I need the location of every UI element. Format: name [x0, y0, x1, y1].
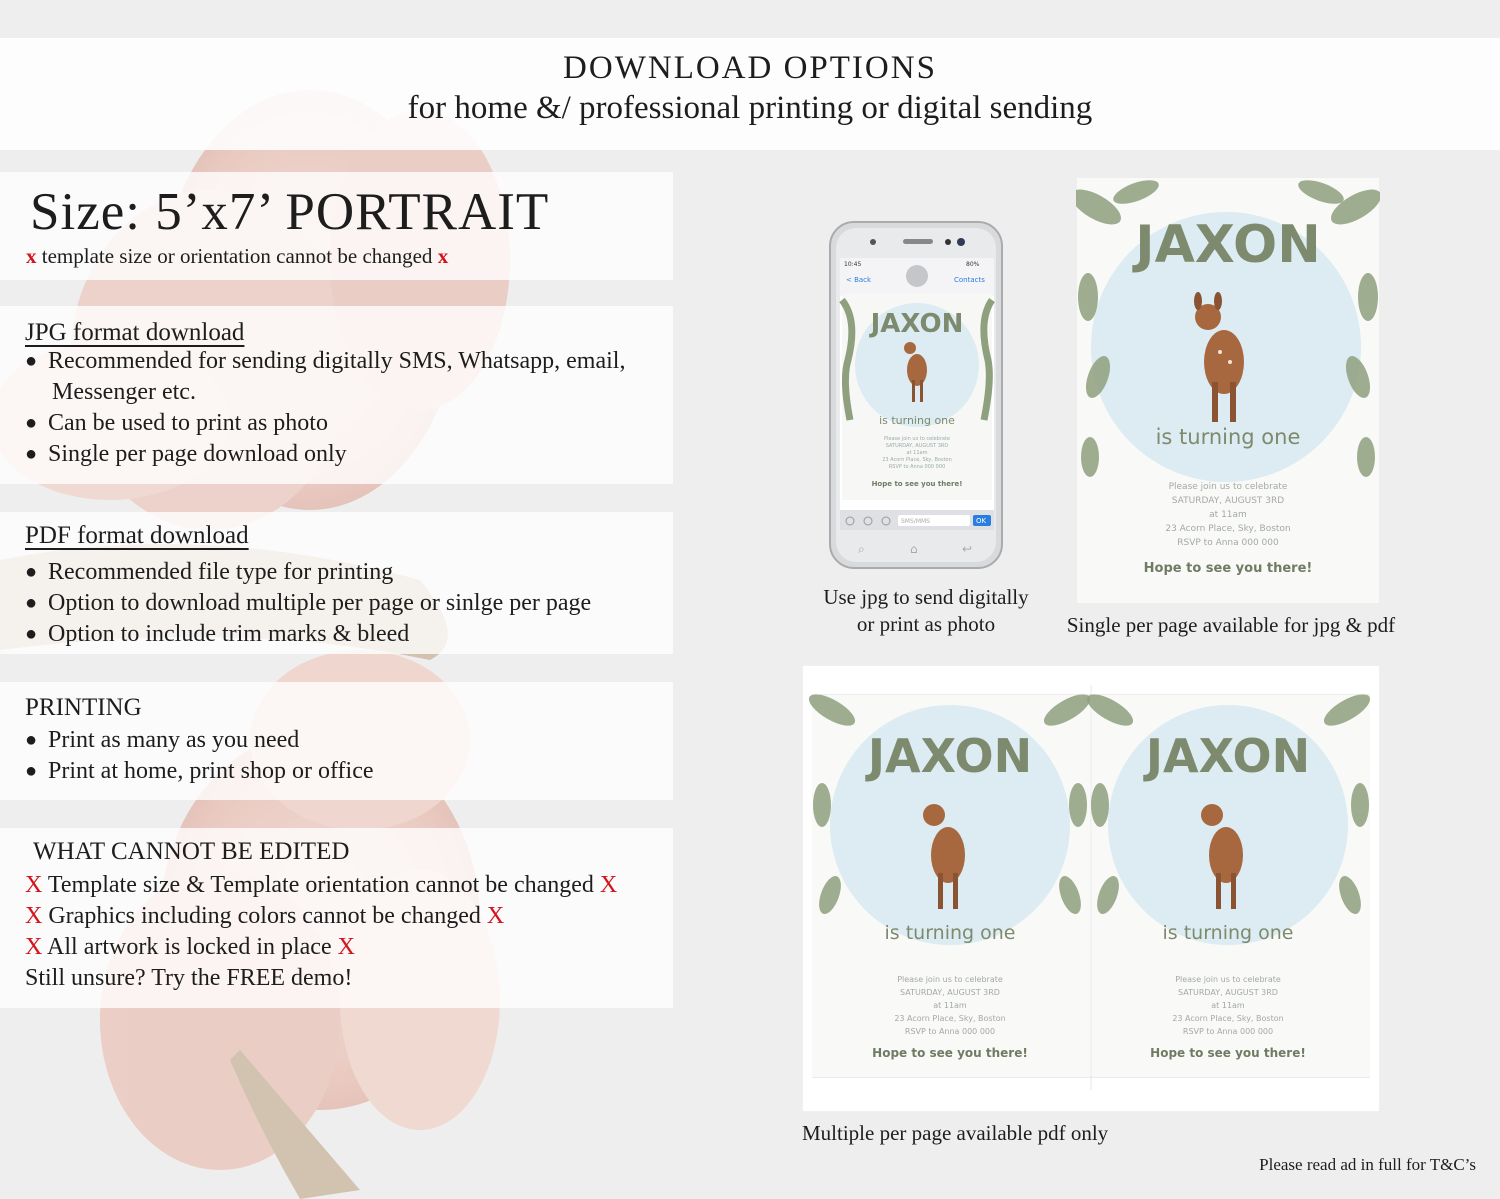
list-item: ● Can be used to print as photo	[25, 408, 625, 439]
single-card-preview	[1076, 177, 1380, 604]
svg-text:at 11am: at 11am	[933, 1001, 967, 1010]
list-item: ● Recommended file type for printing	[25, 557, 591, 588]
phone-card-turning: is turning one	[879, 414, 955, 427]
x-mark-icon: X	[25, 934, 43, 960]
size-title: Size: 5’x7’ PORTRAIT	[30, 183, 550, 241]
x-mark-icon: X	[599, 872, 618, 898]
phone-back-icon: ↩	[962, 542, 973, 556]
bullet-icon: ●	[25, 592, 38, 614]
size-panel	[0, 172, 673, 280]
svg-text:JAXON: JAXON	[1145, 729, 1311, 783]
bullet-icon: ●	[25, 729, 38, 751]
phone-search-icon: ⌕	[858, 542, 865, 556]
x-mark-icon: X	[486, 903, 505, 929]
svg-text:at 11am: at 11am	[1211, 1001, 1245, 1010]
phone-back-button: < Back	[846, 276, 872, 284]
pdf-title: PDF format download	[25, 522, 249, 549]
svg-text:RSVP to Anna 000 000: RSVP to Anna 000 000	[904, 1027, 996, 1036]
x-mark-icon: x	[437, 244, 449, 268]
printing-section	[0, 682, 673, 800]
not-editable-section	[0, 828, 673, 1008]
bullet-icon: ●	[25, 350, 38, 372]
svg-text:SATURDAY, AUGUST 3RD: SATURDAY, AUGUST 3RD	[885, 443, 949, 449]
list-item: ● Option to download multiple per page or sinlge per page	[25, 588, 591, 619]
phone-card-name: JAXON	[870, 309, 964, 339]
bullet-icon: ●	[25, 412, 38, 434]
x-mark-icon: X	[25, 872, 43, 898]
bullet-icon: ●	[25, 443, 38, 465]
phone-contacts-link: Contacts	[954, 276, 985, 284]
svg-text:23 Acorn Place, Sky, Boston: 23 Acorn Place, Sky, Boston	[1165, 524, 1291, 534]
svg-text:RSVP to Anna 000 000: RSVP to Anna 000 000	[1177, 538, 1279, 548]
list-item: ● Print as many as you need	[25, 725, 374, 756]
jpg-title: JPG format download	[25, 319, 245, 346]
svg-text:JAXON: JAXON	[867, 729, 1033, 783]
bullet-icon: ●	[25, 760, 38, 782]
single-caption: Single per page available for jpg & pdf	[1066, 613, 1396, 637]
svg-text:Hope to see you there!: Hope to see you there!	[871, 480, 963, 488]
list-item: Messenger etc.	[52, 379, 196, 405]
svg-text:Please join us to celebrate: Please join us to celebrate	[883, 436, 951, 442]
single-card-turning: is turning one	[1155, 425, 1301, 449]
jpg-list	[25, 346, 625, 470]
svg-text:RSVP to Anna 000 000: RSVP to Anna 000 000	[888, 464, 946, 470]
sms-input: SMS/MMS	[901, 518, 930, 525]
phone-home-icon: ⌂	[910, 542, 918, 556]
svg-text:Please join us to celebrate: Please join us to celebrate	[1168, 482, 1288, 492]
size-note-text: template size or orientation cannot be changed	[41, 244, 433, 268]
svg-text:SATURDAY, AUGUST 3RD: SATURDAY, AUGUST 3RD	[900, 988, 1000, 997]
demo-text: Still unsure? Try the FREE demo!	[25, 965, 353, 991]
list-item: ● Print at home, print shop or office	[25, 756, 374, 787]
header-banner	[0, 38, 1500, 150]
list-item: X Graphics including colors cannot be changed X	[25, 903, 505, 929]
list-item: ● Option to include trim marks & bleed	[25, 619, 591, 650]
phone-time: 10:45	[844, 261, 862, 268]
list-item: X Template size & Template orientation cannot be changed X	[25, 872, 618, 898]
card-right	[1082, 688, 1374, 1077]
svg-text:is turning one: is turning one	[884, 922, 1016, 944]
svg-text:at 11am: at 11am	[906, 450, 928, 456]
pdf-list	[25, 557, 591, 650]
svg-text:Please join us to celebrate: Please join us to celebrate	[1175, 975, 1281, 984]
not-editable-title: WHAT CANNOT BE EDITED	[33, 838, 350, 865]
bullet-icon: ●	[25, 561, 38, 583]
sms-ok-button: OK	[976, 517, 987, 525]
not-editable-list	[25, 870, 617, 994]
svg-text:Hope to see you there!: Hope to see you there!	[1150, 1046, 1306, 1060]
multiple-card-preview	[802, 665, 1380, 1112]
svg-text:Hope to see you there!: Hope to see you there!	[1143, 561, 1313, 576]
size-note	[26, 244, 448, 269]
x-mark-icon: x	[26, 244, 37, 268]
single-card-name: JAXON	[1135, 215, 1321, 275]
svg-text:23 Acorn Place, Sky, Boston: 23 Acorn Place, Sky, Boston	[882, 457, 952, 463]
bullet-icon: ●	[25, 623, 38, 645]
svg-text:RSVP to Anna 000 000: RSVP to Anna 000 000	[1182, 1027, 1274, 1036]
list-item: ● Single per page download only	[25, 439, 625, 470]
svg-text:is turning one: is turning one	[1162, 922, 1294, 944]
svg-text:SATURDAY, AUGUST 3RD: SATURDAY, AUGUST 3RD	[1171, 496, 1285, 506]
multiple-caption: Multiple per page available pdf only	[802, 1121, 1109, 1145]
jpg-section	[0, 306, 673, 484]
card-left	[804, 688, 1094, 1077]
phone-caption: Use jpg to send digitally or print as photo	[823, 585, 1029, 636]
svg-text:SATURDAY, AUGUST 3RD: SATURDAY, AUGUST 3RD	[1178, 988, 1278, 997]
pdf-section	[0, 512, 673, 654]
page-subtitle: for home &/ professional printing or digital sending	[407, 90, 1093, 126]
svg-text:at 11am: at 11am	[1209, 510, 1247, 520]
terms-footnote: Please read ad in full for T&C’s	[1259, 1155, 1476, 1174]
list-item: ● Recommended for sending digitally SMS, Whatsapp, email,	[25, 346, 625, 377]
x-mark-icon: X	[25, 903, 43, 929]
list-item: X All artwork is locked in place X	[25, 934, 355, 960]
svg-text:23 Acorn Place, Sky, Boston: 23 Acorn Place, Sky, Boston	[1172, 1014, 1284, 1023]
printing-list	[25, 725, 374, 787]
phone-battery: 80%	[966, 261, 980, 268]
printing-title: PRINTING	[25, 694, 142, 721]
phone-mockup	[828, 220, 1006, 572]
svg-text:23 Acorn Place, Sky, Boston: 23 Acorn Place, Sky, Boston	[894, 1014, 1006, 1023]
page-title: DOWNLOAD OPTIONS	[563, 50, 937, 86]
svg-text:Please join us to celebrate: Please join us to celebrate	[897, 975, 1003, 984]
x-mark-icon: X	[337, 934, 355, 960]
svg-text:Hope to see you there!: Hope to see you there!	[872, 1046, 1028, 1060]
